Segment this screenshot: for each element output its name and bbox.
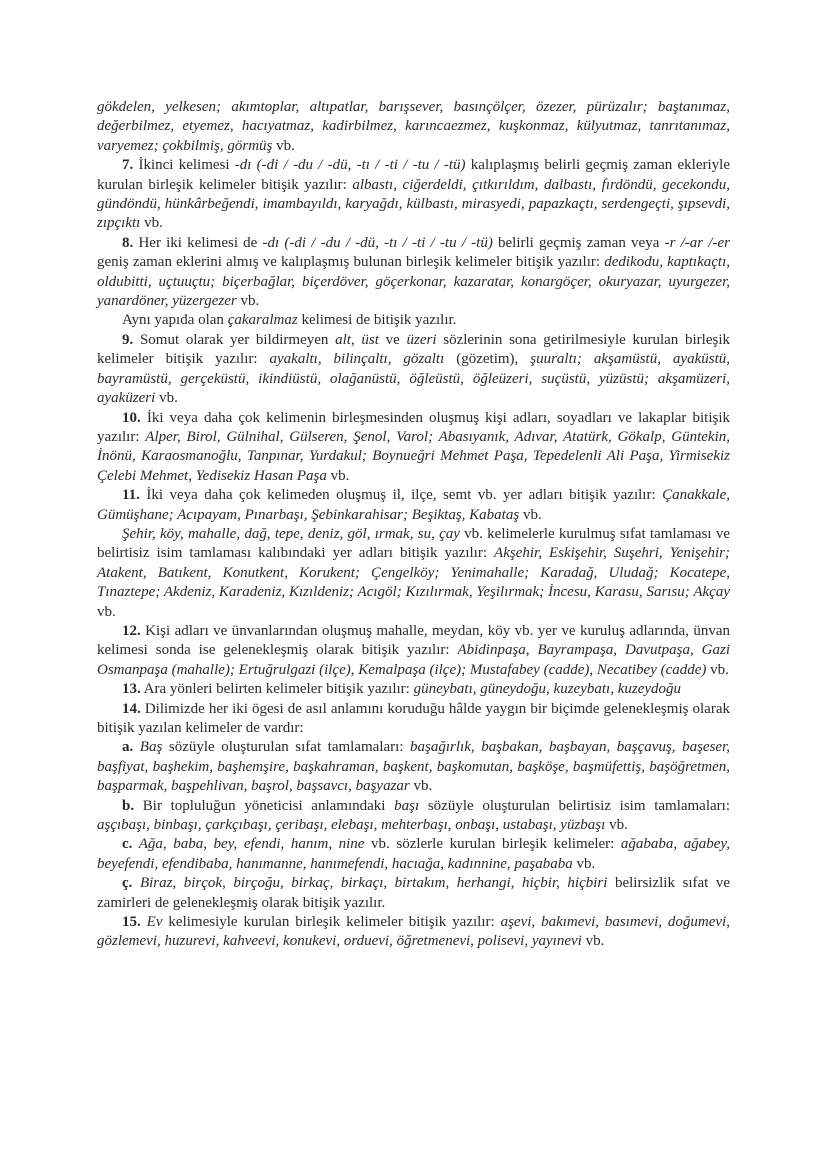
etc: vb. [236, 293, 260, 310]
rule-12 [97, 622, 730, 680]
text: İkinci kelimesi [133, 157, 235, 174]
keyword: Şehir, köy, mahalle, dağ, tepe, deniz, göl, ırmak, su, çay [122, 525, 460, 542]
text: Somut olarak yer bildirmeyen [133, 331, 336, 348]
rule-11 [97, 486, 730, 525]
text: (gözetim), [444, 351, 531, 368]
rule-number: 7. [122, 157, 134, 174]
text: kelimesiyle kurulan birleşik kelimeler bitişik yazılır: [162, 914, 501, 931]
text: kalıplaşmış belirli geçmiş zaman ekleriyle kurulan birleşik kelimeler bitişik yazılır: [97, 157, 730, 193]
text: sözüyle oluşturulan belirtisiz isim tamlamaları: [419, 797, 730, 814]
rule-8-note [97, 311, 730, 330]
etc: vb. [409, 778, 433, 795]
suffix: -dı (-di / -du / -dü, -tı / -ti / -tu / -tü) [262, 234, 493, 251]
text: Kişi adları ve ünvanlarından oluşmuş mahalle, meydan, köy vb. yer ve kuruluş adlarında, ünvan kelimesi sonda ise gelenekleşmiş olarak bitişik yazılır: [97, 622, 730, 659]
text: belirsizlik sıfat ve zamirleri de gelenekleşmiş olarak bitişik yazılır. [97, 875, 730, 911]
etc: vb. [97, 603, 116, 620]
examples: ağababa, ağabey, beyefendi, efendibaba, hanımanne, hanımefendi, hacıağa, kadınnine, paşababa [97, 836, 730, 872]
rule-number: b. [122, 797, 135, 814]
keyword: Baş [133, 739, 163, 756]
examples: şuuraltı; akşamüstü, ayaküstü, bayramüstü, gerçeküstü, ikindiüstü, olağanüstü, öğleüstü, öğleüzeri, suçüstü, yüzüstü; akşamüzeri, ayaküzeri [97, 351, 730, 407]
keyword: üzeri [406, 331, 437, 348]
examples: Alper, Birol, Gülnihal, Gülseren, Şenol, Varol; Abasıyanık, Adıvar, Atatürk, Gökalp, Güntekin, İnönü, Karaosmanoğlu, Tanpınar, Yurdakul; Boynueğri Mehmet Paşa, Tepedelenli Ali Paşa, Yirmisekiz Çelebi Mehmet, Yedisekiz Hasan Paşa [97, 428, 730, 484]
examples: aşevi, bakımevi, basımevi, doğumevi, gözlemevi, huzurevi, kahveevi, konukevi, orduevi, öğretmenevi, polisevi, yayınevi [97, 914, 730, 950]
examples: albastı, ciğerdeldi, çıtkırıldım, dalbastı, fırdöndü, gecekondu, gündöndü, hünkârbeğendi, imambayıldı, karyağdı, külbastı, mirasyedi, papazkaçtı, serdengeçti, şıpsevdi, zıpçıktı [97, 176, 730, 232]
rule-10 [97, 409, 730, 487]
etc: vb. [581, 933, 605, 950]
text: Dilimizde her iki ögesi de asıl anlamını koruduğu hâlde yaygın bir biçimde gelenekleşmiş olarak bitişik yazılan kelimeler de vardır: [97, 700, 730, 736]
rule-14-cc [97, 874, 730, 913]
etc: vb. [706, 661, 729, 678]
text: vb. sözlerle kurulan birleşik kelimeler: [364, 836, 621, 853]
examples: dedikodu, kaptıkaçtı, oldubitti, uçtuuçtu; biçerbağlar, biçerdöver, göçerkonar, kazaratar, konargöçer, okuryazar, uyurgezer, yanardöner, yüzergezer [97, 254, 730, 310]
etc: vb. [326, 467, 350, 484]
rule-number: 15. [122, 914, 141, 931]
rule-11-note [97, 525, 730, 622]
examples: aşçıbaşı, binbaşı, çarkçıbaşı, çeribaşı, elebaşı, mehterbaşı, onbaşı, ustabaşı, yüzbaşı [97, 817, 606, 834]
etc: vb. [272, 137, 295, 154]
rule-13 [97, 680, 730, 699]
rule-number: 9. [122, 331, 134, 348]
examples: Çanakkale, Gümüşhane; Acıpayam, Pınarbaşı, Şebinkarahisar; Beşiktaş, Kabataş [97, 487, 730, 523]
rule-14-c [97, 835, 730, 874]
rule-number: 12. [122, 622, 141, 639]
text: kelimesi de bitişik yazılır. [297, 312, 457, 329]
rule-number: c. [122, 836, 133, 853]
suffix: -r /-ar /-er [664, 234, 730, 251]
rule-14 [97, 700, 730, 739]
examples: Akşehir, Eskişehir, Suşehri, Yenişehir; Atakent, Batıkent, Konutkent, Korukent; Çengelköy; Yenimahalle; Karadağ, Uludağ; Kocatepe, Tınaztepe; Akdeniz, Karadeniz, Kızıldeniz; Acıgöl; Kızılırmak, Yeşilırmak; İncesu, Karasu, Sarısu; Akçay [97, 545, 730, 601]
examples: ayakaltı, bilinçaltı, gözaltı [269, 351, 445, 368]
rule-number: ç. [122, 875, 133, 892]
rule-number: 13. [122, 681, 141, 698]
rule-7 [97, 156, 730, 234]
examples: güneybatı, güneydoğu, kuzeybatı, kuzeydoğu [413, 681, 682, 698]
rule-number: 14. [122, 700, 141, 717]
text: İki veya daha çok kelimeden oluşmuş il, ilçe, semt vb. yer adları bitişik yazılır: [139, 487, 663, 504]
text: sözlerinin sona getirilmesiyle kurulan birleşik kelimeler bitişik yazılır: [97, 331, 731, 368]
keyword: alt, üst [335, 331, 379, 348]
suffix: -dı (-di / -du / -dü, -tı / -ti / -tu / -tü) [234, 157, 466, 174]
text: İki veya daha çok kelimenin birleşmesinden oluşmuş kişi adları, soyadları ve lakaplar bitişik yazılır: [97, 409, 730, 445]
text: geniş zaman eklerini almış ve kalıplaşmış bulunan birleşik kelimeler bitişik yazılır: [97, 254, 605, 271]
rule-15 [97, 913, 730, 952]
keyword: Ev [140, 914, 163, 931]
text: Ara yönleri belirten kelimeler bitişik yazılır: [140, 681, 414, 698]
rule-14-a [97, 738, 730, 796]
text: ve [378, 331, 407, 348]
rule-number: a. [122, 739, 134, 756]
text: sözüyle oluşturulan sıfat tamlamaları: [162, 739, 411, 756]
examples: Abidinpaşa, Bayrampaşa, Davutpaşa, Gazi Osmanpaşa (mahalle); Ertuğrulgazi (ilçe), Kemalpaşa (ilçe); Mustafabey (cadde), Necatibey (cadde) [97, 642, 730, 678]
document-page [97, 98, 730, 952]
examples: çakaralmaz [227, 312, 298, 329]
text: Bir topluluğun yöneticisi anlamındaki [134, 797, 395, 814]
text: Aynı yapıda olan [122, 312, 228, 329]
keyword: başı [394, 797, 420, 814]
etc: vb. [605, 817, 628, 834]
examples: gökdelen, yelkesen; akımtoplar, altıpatlar, barışsever, basınçölçer, özezer, pürüzalır; baştanımaz, değerbilmez, etyemez, hacıyatmaz, kadirbilmez, karıncaezmez, kuşkonmaz, külyutmaz, tanrıtanımaz, varyemez; çokbilmiş, görmüş [97, 99, 730, 154]
text: vb. kelimelerle kurulmuş sıfat tamlaması ve belirtisiz isim tamlaması kalıbındaki yer adları bitişik yazılır: [97, 525, 730, 562]
rule-9 [97, 331, 730, 409]
rule-8 [97, 234, 730, 312]
text: belirli geçmiş zaman veya [492, 234, 665, 251]
etc: vb. [140, 215, 163, 232]
etc: vb. [155, 390, 178, 407]
rule-number: 8. [122, 234, 134, 251]
examples: başağırlık, başbakan, başbayan, başçavuş, başeser, başfiyat, başhekim, başhemşire, başkahraman, başkent, başkomutan, başköşe, başmüfettiş, başöğretmen, başparmak, başpehlivan, başrol, başsavcı, başyazar [97, 739, 731, 795]
keyword: Ağa, baba, bey, efendi, hanım, nine [132, 836, 365, 853]
etc: vb. [572, 855, 596, 872]
rule-number: 10. [122, 409, 141, 426]
paragraph-continuation [97, 98, 730, 156]
rule-number: 11. [122, 487, 140, 504]
examples: Biraz, birçok, birçoğu, birkaç, birkaçı, birtakım, herhangi, hiçbir, hiçbiri [132, 875, 608, 892]
text: Her iki kelimesi de [133, 234, 263, 251]
rule-14-b [97, 797, 730, 836]
etc: vb. [519, 506, 542, 523]
